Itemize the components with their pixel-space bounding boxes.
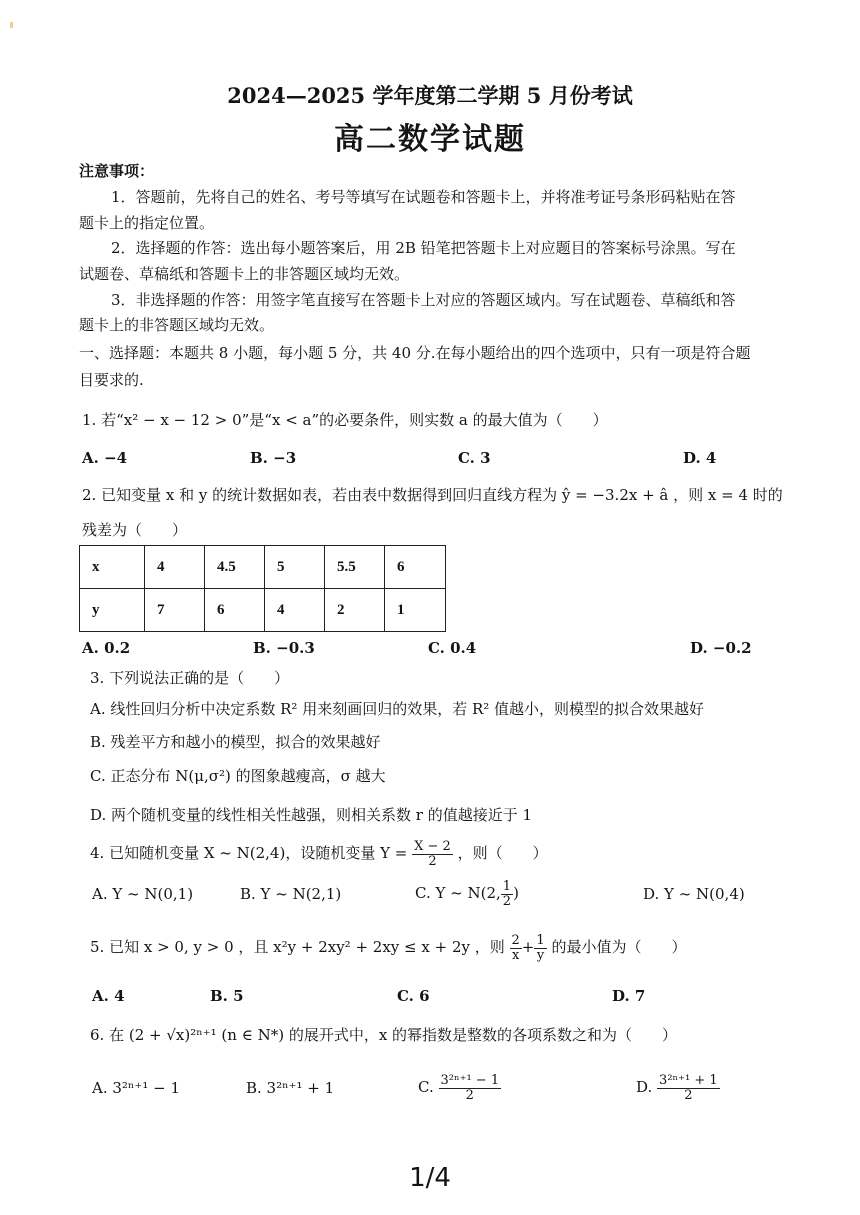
- q4-stem: [90, 838, 548, 869]
- q2-option-a: A. 0.2: [82, 639, 131, 657]
- q2-option-d: D. −0.2: [690, 639, 752, 657]
- q2-option-c: C. 0.4: [428, 639, 477, 657]
- table-cell: 4.5: [205, 546, 265, 589]
- q4-option-c: [415, 878, 519, 909]
- notice-item3-line1: 3．非选择题的作答：用签字笔直接写在答题卡上对应的答题区域内。写在试题卷、草稿纸和答: [111, 291, 736, 309]
- table-row-y: [80, 589, 446, 632]
- table-cell: y: [80, 589, 145, 632]
- q5-stem-post: 的最小值为（ ）: [551, 938, 687, 956]
- table-cell: 2: [325, 589, 385, 632]
- q6-option-d-label: D.: [636, 1078, 653, 1096]
- q3-option-a: A. 线性回归分析中决定系数 R² 用来刻画回归的效果，若 R² 值越小，则模型的拟合效果越好: [90, 700, 705, 718]
- q2-option-b: B. −0.3: [253, 639, 315, 657]
- table-cell: 7: [145, 589, 205, 632]
- table-cell: x: [80, 546, 145, 589]
- exam-subtitle: 高二数学试题: [334, 122, 526, 157]
- q4-option-c-pre: C. Y ~ N(2,: [415, 884, 501, 902]
- q3-option-c: C. 正态分布 N(μ,σ²) 的图象越瘦高，σ 越大: [90, 767, 386, 785]
- q4-stem-post: ，则（ ）: [457, 844, 548, 862]
- q6-option-d: [636, 1067, 720, 1107]
- section-heading-line2: 目要求的.: [79, 371, 144, 389]
- q6-option-d-fraction: [657, 1074, 720, 1103]
- table-cell: 4: [265, 589, 325, 632]
- q6-option-c: [418, 1067, 501, 1107]
- table-row-x: [80, 546, 446, 589]
- q1-stem: 1. 若“x² − x − 12 > 0”是“x < a”的必要条件，则实数 a 的最大值为（ ）: [82, 411, 608, 429]
- q4-stem-pre: 4. 已知随机变量 X ~ N(2,4)，设随机变量 Y =: [90, 844, 408, 862]
- q4-fraction: [412, 840, 453, 869]
- q5-option-d: D. 7: [612, 987, 646, 1005]
- q2-stem-cont: 残差为（ ）: [82, 521, 188, 539]
- q4-option-c-fraction: [501, 880, 513, 909]
- q5-option-c: C. 6: [397, 987, 430, 1005]
- table-cell: 5: [265, 546, 325, 589]
- table-cell: 6: [385, 546, 446, 589]
- page-number: 1/4: [409, 1163, 451, 1193]
- table-cell: 1: [385, 589, 446, 632]
- q6-option-d-den: 2: [684, 1087, 693, 1103]
- q5-fraction-2-num: 1: [536, 932, 545, 948]
- q4-option-c-den: 2: [502, 893, 512, 909]
- q5-fraction-1: [510, 934, 522, 963]
- notice-heading: 注意事项：: [79, 162, 155, 180]
- notice-item2-line1: 2．选择题的作答：选出每小题答案后，用 2B 铅笔把答题卡上对应题目的答案标号涂黑。写在: [111, 239, 736, 257]
- q3-option-d: D. 两个随机变量的线性相关性越强，则相关系数 r 的值越接近于 1: [90, 806, 533, 824]
- q4-fraction-num: X − 2: [414, 838, 451, 854]
- q3-option-b: B. 残差平方和越小的模型，拟合的效果越好: [90, 733, 381, 751]
- q5-fraction-1-den: x: [511, 947, 520, 963]
- section-heading-line1: 一、选择题：本题共 8 小题，每小题 5 分，共 40 分.在每小题给出的四个选项中，只有一项是符合题: [79, 344, 751, 362]
- table-cell: 5.5: [325, 546, 385, 589]
- table-cell: 4: [145, 546, 205, 589]
- notice-item1-line2: 题卡上的指定位置。: [79, 214, 215, 232]
- q1-option-d: D. 4: [683, 449, 717, 467]
- scan-speck: [10, 22, 13, 28]
- notice-item1-line1: 1．答题前，先将自己的姓名、考号等填写在试题卷和答题卡上，并将准考证号条形码粘贴在答: [111, 188, 736, 206]
- table-cell: 6: [205, 589, 265, 632]
- q5-option-a: A. 4: [92, 987, 125, 1005]
- q5-option-b: B. 5: [210, 987, 244, 1005]
- q6-option-c-num: 3²ⁿ⁺¹ − 1: [440, 1072, 500, 1088]
- q4-fraction-den: 2: [428, 853, 437, 869]
- notice-item3-line2: 题卡上的非答题区域均无效。: [79, 316, 275, 334]
- q2-data-table: [79, 545, 446, 632]
- q6-option-c-fraction: [439, 1074, 502, 1103]
- notice-item2-line2: 试题卷、草稿纸和答题卡上的非答题区域均无效。: [79, 265, 410, 283]
- q5-stem-pre: 5. 已知 x > 0, y > 0 ，且 x²y + 2xy² + 2xy ≤ x + 2y ，则: [90, 938, 505, 956]
- q1-option-a: A. −4: [82, 449, 128, 467]
- q6-option-b: B. 3²ⁿ⁺¹ + 1: [246, 1079, 335, 1097]
- q2-stem: 2. 已知变量 x 和 y 的统计数据如表，若由表中数据得到回归直线方程为 ŷ = −3.2x + â ，则 x = 4 时的: [82, 486, 783, 504]
- q5-fraction-2: [534, 934, 546, 963]
- q3-stem: 3. 下列说法正确的是（ ）: [90, 669, 290, 687]
- q4-option-c-post: ): [513, 884, 519, 902]
- q4-option-a: A. Y ~ N(0,1): [92, 885, 194, 903]
- q6-option-d-num: 3²ⁿ⁺¹ + 1: [659, 1072, 718, 1088]
- exam-title: 2024—2025 学年度第二学期 5 月份考试: [227, 83, 633, 108]
- q4-option-c-num: 1: [502, 878, 512, 894]
- q5-fraction-2-den: y: [536, 947, 545, 963]
- q6-option-c-label: C.: [418, 1078, 434, 1096]
- q5-fraction-1-num: 2: [511, 932, 520, 948]
- q5-stem: [90, 931, 686, 963]
- q4-option-d: D. Y ~ N(0,4): [643, 885, 745, 903]
- q6-option-c-den: 2: [465, 1087, 474, 1103]
- q1-option-c: C. 3: [458, 449, 491, 467]
- q6-stem: 6. 在 (2 + √x)²ⁿ⁺¹ (n ∈ N*) 的展开式中，x 的幂指数是整数的各项系数之和为（ ）: [90, 1026, 678, 1044]
- q6-option-a: A. 3²ⁿ⁺¹ − 1: [92, 1079, 180, 1097]
- q4-option-b: B. Y ~ N(2,1): [240, 885, 342, 903]
- q1-option-b: B. −3: [250, 449, 297, 467]
- q5-plus: +: [521, 938, 535, 956]
